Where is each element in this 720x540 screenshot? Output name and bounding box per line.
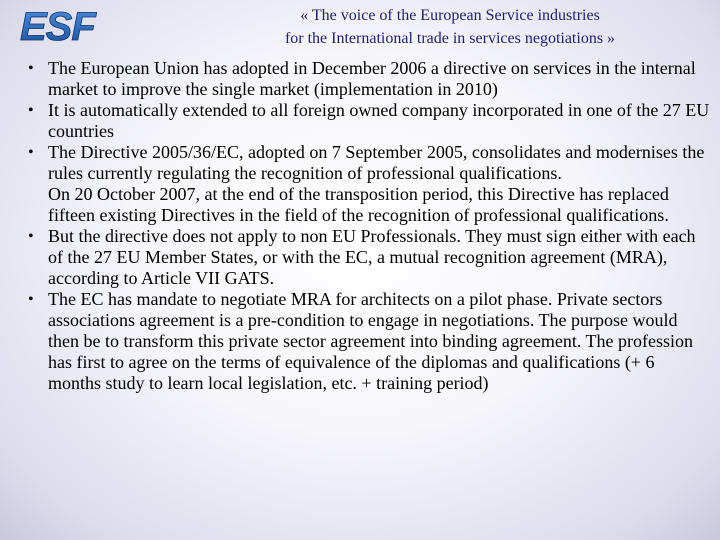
esf-logo — [18, 6, 130, 46]
bullet-text: The EC has mandate to negotiate MRA for architects on a pilot phase. Private sectors associations agreement is a pre-condition to engage in negotiations. The purpose would then be to transform this private sector agreement into binding agreement. The profession has first to agree on the terms of equivalence of the diplomas and qualifications (+ 6 months study to learn local legislation, etc. + training period) — [48, 289, 693, 393]
bullet-item — [10, 289, 710, 394]
bullet-item — [10, 100, 710, 142]
bullet-icon: • — [28, 228, 34, 245]
bullet-text: But the directive does not apply to non EU Professionals. They must sign either with each of the 27 EU Member States, or with the EC, a mutual recognition agreement (MRA), according to Article VII GATS. — [48, 226, 696, 288]
bullet-text: The European Union has adopted in December 2006 a directive on services in the internal market to improve the single market (implementation in 2010) — [48, 58, 696, 99]
header-line-2: for the International trade in services negotiations » — [284, 30, 616, 47]
bullet-text: The Directive 2005/36/EC, adopted on 7 September 2005, consolidates and modernises the rules currently regulating the recognition of professional qualifications. — [48, 142, 705, 183]
bullet-list — [10, 58, 710, 394]
bullet-icon: • — [28, 60, 34, 77]
bullet-icon: • — [28, 102, 34, 119]
bullet-icon: • — [28, 144, 34, 161]
bullet-text: It is automatically extended to all foreign owned company incorporated in one of the 27 EU countries — [48, 100, 710, 141]
bullet-item — [10, 58, 710, 100]
bullet-item — [10, 226, 710, 289]
bullet-text-continued: On 20 October 2007, at the end of the transposition period, this Directive has replaced fifteen existing Directives in the field of the recognition of professional qualifications. — [48, 184, 669, 225]
logo-text: ESF — [20, 6, 95, 46]
header-line-1: « The voice of the European Service industries — [300, 7, 600, 24]
bullet-item — [10, 142, 710, 226]
slide-header — [200, 4, 700, 50]
bullet-icon: • — [28, 291, 34, 308]
